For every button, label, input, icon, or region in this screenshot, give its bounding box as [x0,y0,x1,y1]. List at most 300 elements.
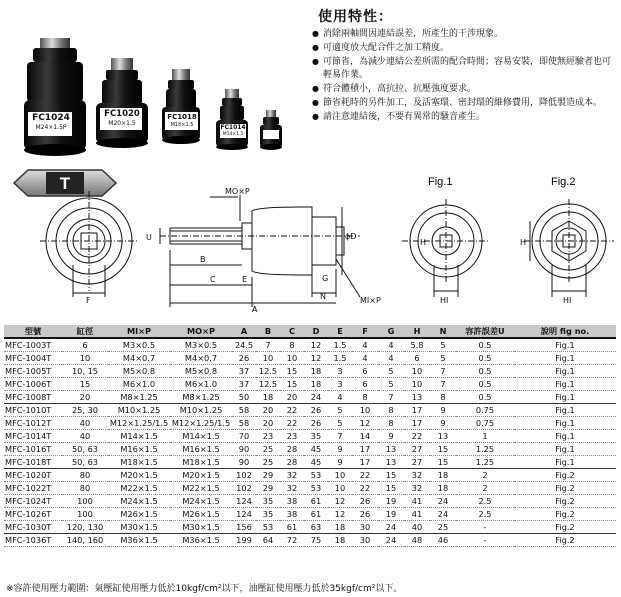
table-cell: 17 [404,404,430,417]
table-cell: 46 [430,534,456,547]
type-badge-label: T [59,174,71,193]
table-cell: 58 [232,404,256,417]
table-cell: 90 [232,443,256,456]
table-cell: 8 [378,417,404,430]
table-row [4,365,616,378]
table-cell: 0.5 [456,378,514,391]
feature-item: ● 可適度放大配合件之加工精度。 [312,42,614,54]
table-cell: 9 [430,417,456,430]
dim-f: F [86,296,91,305]
table-cell: 18 [304,378,328,391]
table-cell: Fig.1 [514,417,616,430]
table-cell: 12 [352,417,378,430]
thread-spec: M18×1.5 [170,122,194,128]
table-cell: 50, 63 [62,456,108,469]
table-cell: 124 [232,508,256,521]
table-row [4,443,616,456]
dim-c: C [210,275,216,284]
table-row [4,508,616,521]
table-cell: 1.5 [328,352,352,365]
table-cell: Fig.1 [514,365,616,378]
model-cell: MFC-1036T [4,534,62,547]
model-cell: MFC-1022T [4,482,62,495]
model-cell: MFC-1008T [4,391,62,404]
table-cell: M36×1.5 [108,534,170,547]
table-cell: 32 [404,482,430,495]
col-header: MO×P [170,325,232,338]
table-cell: 7 [328,430,352,443]
table-cell: 26 [352,495,378,508]
table-cell: 10 [404,365,430,378]
table-cell: M24×1.5 [170,495,232,508]
table-cell: 13 [378,456,404,469]
table-cell: M10×1.25 [108,404,170,417]
table-cell: M3×0.5 [170,338,232,352]
table-cell: 38 [280,508,304,521]
table-cell: 12 [328,508,352,521]
table-cell: M26×1.5 [170,508,232,521]
model-name: FC1024 [32,113,70,123]
table-cell: 80 [62,469,108,482]
table-cell: M6×1.0 [170,378,232,391]
table-cell: 15 [430,443,456,456]
table-cell: 17 [352,456,378,469]
table-cell: Fig.2 [514,521,616,534]
table-cell: 24 [378,534,404,547]
table-cell: 7 [378,391,404,404]
coupler-small [260,110,282,150]
table-cell: M10×1.25 [170,404,232,417]
thread-spec: M14×1.5 [222,132,244,137]
table-cell: 100 [62,495,108,508]
table-cell: 199 [232,534,256,547]
table-cell: 10 [328,469,352,482]
table-cell: 26 [304,404,328,417]
table-cell: 30 [352,534,378,547]
table-cell: 24.5 [232,338,256,352]
table-cell: 64 [256,534,280,547]
table-cell: 40 [62,417,108,430]
table-cell: 37 [232,365,256,378]
table-cell: 19 [378,495,404,508]
col-header: F [352,325,378,338]
table-cell: 5 [378,378,404,391]
table-cell: 35 [256,495,280,508]
features-title: 使用特性： [318,9,393,25]
table-cell: 75 [304,534,328,547]
table-cell: 2 [456,482,514,495]
table-cell: M6×1.0 [108,378,170,391]
table-cell: M3×0.5 [108,338,170,352]
col-header: MI×P [108,325,170,338]
table-cell: 28 [280,456,304,469]
table-cell: 32 [280,469,304,482]
table-cell: 12 [328,495,352,508]
table-row [4,521,616,534]
table-cell: Fig.2 [514,469,616,482]
model-cell: MFC-1010T [4,404,62,417]
table-cell: 14 [352,430,378,443]
table-cell: 10 [256,352,280,365]
table-cell: 41 [404,495,430,508]
table-cell: Fig.1 [514,338,616,352]
table-cell: 24 [430,508,456,521]
table-cell: M8×1.25 [108,391,170,404]
table-row [4,495,616,508]
table-cell: 156 [232,521,256,534]
table-cell: 27 [404,443,430,456]
table-cell: 2 [456,469,514,482]
dim-d: ϕD [345,232,357,241]
table-cell: M20×1.5 [108,469,170,482]
table-cell: 29 [256,469,280,482]
dim-e: E [242,275,248,284]
col-header: 缸徑 [62,325,108,338]
table-cell: 10 [280,352,304,365]
model-name: FC1018 [167,113,197,121]
table-cell: 17 [404,417,430,430]
table-cell: 12.5 [256,378,280,391]
label-fc1018 [166,113,198,129]
table-cell: 6 [352,365,378,378]
table-cell: 10 [352,404,378,417]
table-cell: 5 [378,365,404,378]
table-cell: M22×1.5 [170,482,232,495]
table-cell: 13 [430,430,456,443]
col-header: B [256,325,280,338]
col-header: D [304,325,328,338]
table-cell: Fig.1 [514,443,616,456]
table-cell: 20 [280,391,304,404]
table-cell: 58 [232,417,256,430]
table-cell: 20 [256,417,280,430]
model-cell: MFC-1006T [4,378,62,391]
table-cell: 32 [280,482,304,495]
dim-mi: MI×P [360,296,381,305]
table-cell: 13 [404,391,430,404]
table-cell: 32 [404,469,430,482]
table-cell: 25 [430,521,456,534]
table-cell: 7 [256,338,280,352]
table-cell: 25 [256,443,280,456]
table-cell: M18×1.5 [108,456,170,469]
table-cell: 50 [232,391,256,404]
table-cell: 7 [430,378,456,391]
table-cell: 10 [404,378,430,391]
table-cell: 25, 30 [62,404,108,417]
model-cell: MFC-1016T [4,443,62,456]
table-row [4,482,616,495]
model-name: FC1014 [220,124,246,131]
table-cell: 1 [456,430,514,443]
table-cell: 20 [256,404,280,417]
table-row [4,352,616,365]
model-name: FC1020 [104,109,140,119]
dim-hi: HI [440,296,449,305]
table-cell: 140, 160 [62,534,108,547]
table-cell: M14×1.5 [108,430,170,443]
table-cell: 17 [352,443,378,456]
table-cell: 0.75 [456,417,514,430]
col-header: 型號 [4,325,62,338]
thread-spec: M24×1.5P [35,124,67,131]
table-cell: 4 [378,338,404,352]
label-fc1020 [101,110,143,128]
technical-drawing [0,165,621,323]
table-cell: 9 [378,430,404,443]
col-header: C [280,325,304,338]
table-cell: 22 [280,417,304,430]
table-cell: 6 [404,352,430,365]
table-row [4,469,616,482]
table-cell: 7 [430,365,456,378]
table-cell: 18 [430,482,456,495]
col-header: 說明 fig no. [514,325,616,338]
dim-h: H [420,238,427,247]
table-cell: 0.5 [456,365,514,378]
table-cell: 61 [304,508,328,521]
table-cell: 63 [304,521,328,534]
table-cell: M18×1.5 [170,456,232,469]
table-cell: M14×1.5 [170,430,232,443]
label-fc1024 [30,114,72,132]
table-cell: M30×1.5 [108,521,170,534]
table-cell: 10, 15 [62,365,108,378]
footnote: ※容許使用壓力範圍：氣壓缸使用壓力低於10kgf/cm²以下，油壓缸使用壓力低於35kgf/cm²以下。 [6,584,403,594]
table-cell: 15 [430,456,456,469]
spec-table [4,325,616,547]
table-cell: 70 [232,430,256,443]
table-cell: M8×1.25 [170,391,232,404]
table-cell: 0.75 [456,404,514,417]
table-cell: - [456,534,514,547]
coupler-fc1018 [162,69,200,144]
model-cell: MFC-1018T [4,456,62,469]
table-cell: 4 [378,352,404,365]
coupler-fc1020 [96,58,148,148]
model-cell: MFC-1005T [4,365,62,378]
features-list [312,28,614,125]
table-cell: 26 [304,417,328,430]
table-cell: M12×1.25/1.5 [171,418,231,428]
table-cell: 1.25 [456,443,514,456]
table-cell: M12×1.25/1.5 [109,418,169,428]
table-cell: 35 [256,508,280,521]
table-cell: 18 [256,391,280,404]
table-cell: M5×0.8 [108,365,170,378]
table-cell: 8 [280,338,304,352]
table-cell: 45 [304,456,328,469]
table-cell: 37 [232,378,256,391]
table-cell: 2.5 [456,495,514,508]
table-cell: 19 [378,508,404,521]
table-row [4,417,616,430]
table-cell: 26 [232,352,256,365]
fig2-label: Fig.2 [551,176,576,188]
model-cell: MFC-1004T [4,352,62,365]
table-cell: 3 [328,378,352,391]
table-cell: 124 [232,495,256,508]
dim-n: N [320,292,326,301]
table-cell: 24 [304,391,328,404]
table-cell: M36×1.5 [170,534,232,547]
table-cell: 25 [256,456,280,469]
table-cell: M4×0.7 [170,352,232,365]
table-cell: 90 [232,456,256,469]
table-cell: 0.5 [456,391,514,404]
table-cell: 24 [378,521,404,534]
table-cell: Fig.2 [514,495,616,508]
table-cell: 27 [404,456,430,469]
dim-h2: H [520,238,527,247]
table-cell: 22 [280,404,304,417]
table-cell: - [456,521,514,534]
table-cell: M20×1.5 [170,469,232,482]
table-row [4,456,616,469]
table-row [4,338,616,352]
table-cell: 24 [430,495,456,508]
table-cell: 13 [378,443,404,456]
feature-item: ● 消除兩軸間因連結誤差，所產生的干涉現象。 [312,28,614,40]
table-cell: M16×1.5 [108,443,170,456]
table-cell: 6 [352,378,378,391]
table-cell: 10 [62,352,108,365]
dim-g: G [322,274,329,283]
table-cell: 23 [280,430,304,443]
table-cell: Fig.2 [514,482,616,495]
thread-spec: M20×1.5 [108,120,136,127]
table-cell: M22×1.5 [108,482,170,495]
table-cell: 4 [352,338,378,352]
col-header: H [404,325,430,338]
feature-item: ● 請注意連結後，不要有異常的騷音產生。 [312,111,614,123]
model-cell: MFC-1024T [4,495,62,508]
model-cell: MFC-1003T [4,338,62,352]
table-cell: 8 [378,404,404,417]
table-cell: Fig.2 [514,508,616,521]
table-cell: 100 [62,508,108,521]
model-cell: MFC-1020T [4,469,62,482]
table-cell: M26×1.5 [108,508,170,521]
table-cell: 40 [62,430,108,443]
table-cell: 8 [430,391,456,404]
table-cell: 29 [256,482,280,495]
feature-item: ● 可節省，為減少連結公差所需的配合時間；容易安裝，即使無經驗者也可輕易作業。 [312,56,614,80]
table-cell: 80 [62,482,108,495]
feature-item: ● 節省耗時的另件加工，及活塞環、密封環的維修費用，降低製造成本。 [312,97,614,109]
fig1-label: Fig.1 [428,176,453,188]
table-cell: M24×1.5 [108,495,170,508]
table-cell: 102 [232,482,256,495]
table-cell: 23 [256,430,280,443]
table-cell: 22 [352,469,378,482]
table-cell: 0.5 [456,352,514,365]
table-row [4,430,616,443]
label-fc1014 [220,124,246,138]
model-cell: MFC-1030T [4,521,62,534]
table-cell: 40 [404,521,430,534]
table-cell: 15 [280,365,304,378]
table-cell: 12 [304,352,328,365]
table-cell: 45 [304,443,328,456]
table-cell: 18 [328,521,352,534]
table-row [4,391,616,404]
table-cell: Fig.1 [514,404,616,417]
table-cell: M4×0.7 [108,352,170,365]
table-cell: 12.5 [256,365,280,378]
table-cell: 1.5 [328,338,352,352]
table-cell: 5 [328,404,352,417]
table-cell: 53 [256,521,280,534]
coupler-fc1014 [216,89,248,150]
table-cell: 5 [328,417,352,430]
table-cell: Fig.1 [514,391,616,404]
table-cell: 30 [352,521,378,534]
table-cell: 20 [62,391,108,404]
col-header: G [378,325,404,338]
table-cell: 102 [232,469,256,482]
table-cell: 2.5 [456,508,514,521]
table-cell: 8 [352,391,378,404]
table-cell: 5 [430,352,456,365]
table-cell: 41 [404,508,430,521]
table-header-row [4,325,616,338]
table-cell: 3 [328,365,352,378]
coupler-fc1024 [24,38,86,156]
col-header: A [232,325,256,338]
model-cell: MFC-1014T [4,430,62,443]
table-cell: 5 [430,338,456,352]
col-header: N [430,325,456,338]
table-cell: M16×1.5 [170,443,232,456]
table-cell: Fig.1 [514,456,616,469]
table-cell: M30×1.5 [170,521,232,534]
table-row [4,404,616,417]
dim-a: A [252,305,258,314]
product-photo [0,0,310,165]
table-cell: Fig.1 [514,430,616,443]
table-cell: 18 [304,365,328,378]
model-cell: MFC-1012T [4,417,62,430]
dim-mo: MO×P [225,187,250,196]
table-cell: 6 [62,338,108,352]
table-cell: 4 [328,391,352,404]
table-cell: 50, 63 [62,443,108,456]
table-cell: Fig.1 [514,352,616,365]
col-header: E [328,325,352,338]
dim-hi2: HI [563,296,572,305]
table-cell: 72 [280,534,304,547]
table-cell: 18 [430,469,456,482]
table-cell: 35 [304,430,328,443]
table-cell: 18 [328,534,352,547]
table-cell: 53 [304,482,328,495]
table-row [4,378,616,391]
table-cell: 15 [62,378,108,391]
dim-u: U [146,233,152,242]
table-cell: 9 [430,404,456,417]
table-cell: 38 [280,495,304,508]
table-cell: Fig.1 [514,378,616,391]
table-cell: 5.8 [404,338,430,352]
table-cell: 12 [304,338,328,352]
table-cell: 4 [352,352,378,365]
model-cell: MFC-1026T [4,508,62,521]
table-cell: 15 [378,482,404,495]
table-cell: 53 [304,469,328,482]
table-cell: M5×0.8 [170,365,232,378]
table-cell: 61 [304,495,328,508]
